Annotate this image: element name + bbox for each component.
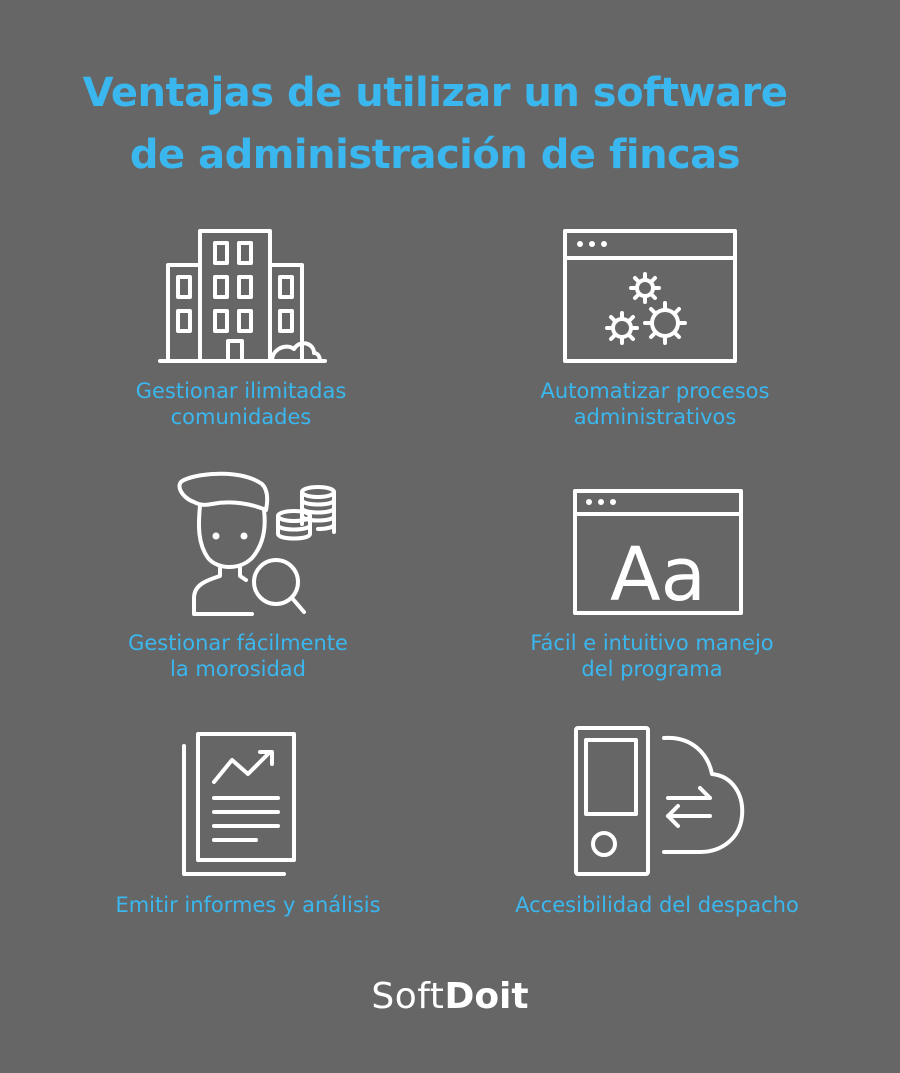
feature-caption-6: Accesibilidad del despacho xyxy=(515,893,799,917)
feature-caption-5: Emitir informes y análisis xyxy=(115,893,381,917)
brand-soft: Soft xyxy=(371,976,445,1017)
softdoit-logo xyxy=(0,972,900,1022)
feature-caption-4: Fácil e intuitivo manejo del programa xyxy=(530,631,774,681)
font-sample-text: Aa xyxy=(610,532,706,618)
report-chart-icon xyxy=(180,730,300,878)
brand-doit: Doit xyxy=(444,976,529,1017)
font-window-icon xyxy=(572,488,744,616)
person-coins-magnifier-icon xyxy=(172,470,342,620)
gears-window-icon xyxy=(562,228,740,364)
phone-cloud-sync-icon xyxy=(572,724,752,878)
page-title xyxy=(0,62,900,186)
feature-caption-2: Automatizar procesos administrativos xyxy=(540,379,770,429)
title-line-2: de administración de fincas xyxy=(129,132,741,178)
title-line-1: Ventajas de utilizar un software xyxy=(82,70,788,116)
feature-caption-3: Gestionar fácilmente la morosidad xyxy=(128,631,348,681)
buildings-icon xyxy=(160,225,325,365)
feature-caption-1: Gestionar ilimitadas comunidades xyxy=(135,379,347,429)
